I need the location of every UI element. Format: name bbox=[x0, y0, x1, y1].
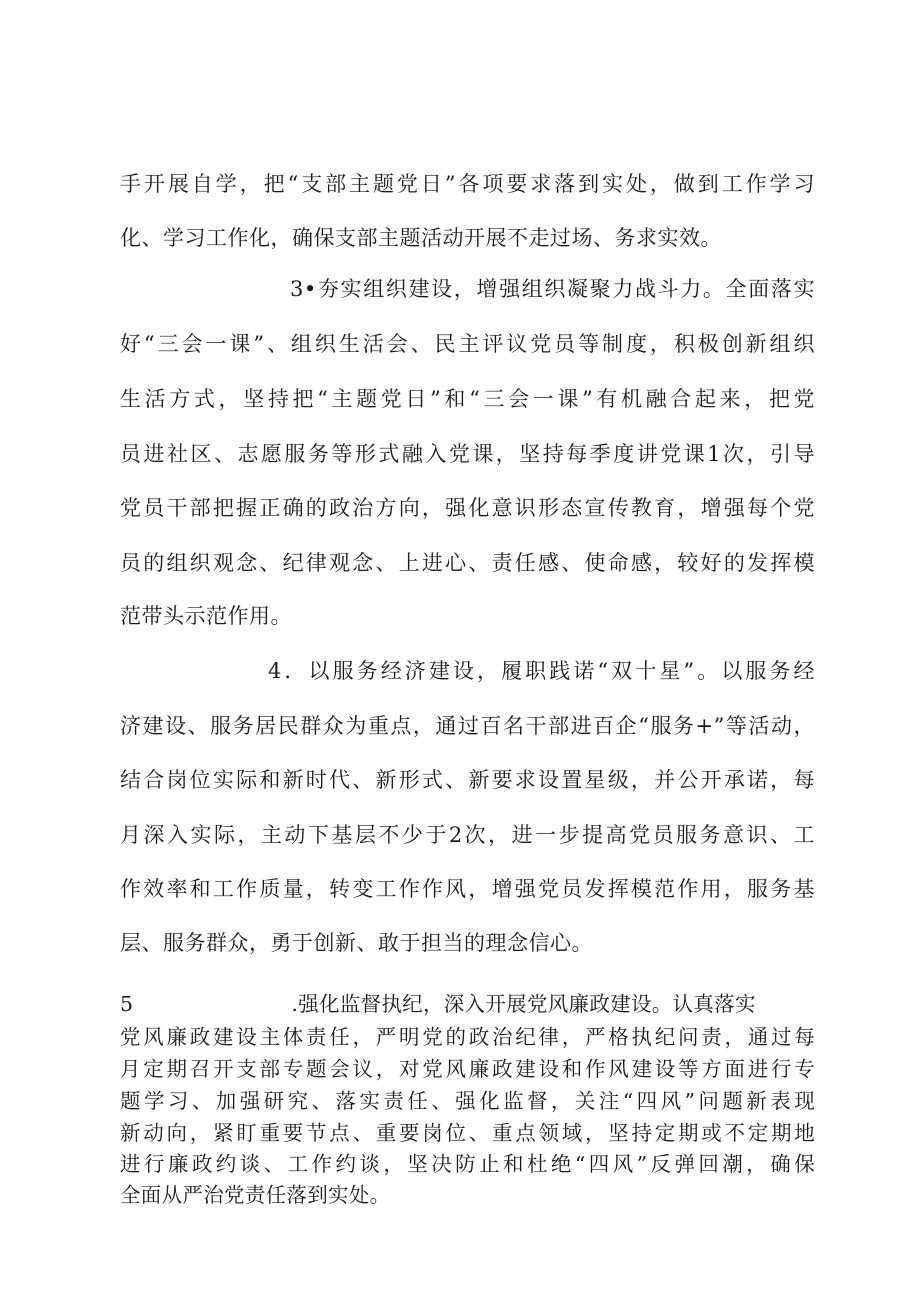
paragraph-line: 生活方式，坚持把“主题党日”和“三会一课”有机融合起来，把党 bbox=[120, 387, 815, 411]
section-5-heading-text: .强化监督执纪，深入开展党风廉政建设。认真落实 bbox=[291, 992, 756, 1016]
paragraph-line: 党员干部把握正确的政治方向，强化意识形态宣传教育，增强每个党 bbox=[120, 496, 815, 520]
paragraph-line: 结合岗位实际和新时代、新形式、新要求设置星级，并公开承诺，每 bbox=[120, 768, 815, 792]
paragraph-line: 月定期召开支部专题会议，对党风廉政建设和作风建设等方面进行专 bbox=[120, 1057, 815, 1081]
paragraph-line: 党风廉政建设主体责任，严明党的政治纪律，严格执纪问责，通过每 bbox=[120, 1025, 815, 1049]
section-4-heading-line: 4．以服务经济建设，履职践诺“双十星”。以服务经 bbox=[268, 659, 815, 683]
paragraph-line: 层、服务群众，勇于创新、敢于担当的理念信心。 bbox=[120, 931, 593, 955]
paragraph-line: 员进社区、志愿服务等形式融入党课，坚持每季度讲党课1次，引导 bbox=[120, 442, 815, 466]
section-5-number: 5 bbox=[120, 992, 134, 1016]
section-5-heading-line bbox=[120, 987, 815, 1017]
paragraph-line: 进行廉政约谈、工作约谈，坚决防止和杜绝“四风”反弹回潮，确保 bbox=[120, 1152, 815, 1176]
paragraph-line: 手开展自学，把“支部主题党日”各项要求落到实处，做到工作学习 bbox=[120, 172, 815, 196]
paragraph-line: 好“三会一课”、组织生活会、民主评议党员等制度，积极创新组织 bbox=[120, 332, 815, 356]
paragraph-line: 范带头示范作用。 bbox=[120, 604, 292, 628]
section-3-heading-line: 3•夯实组织建设，增强组织凝聚力战斗力。全面落实 bbox=[290, 277, 815, 301]
paragraph-line: 济建设、服务居民群众为重点，通过百名干部进百企“服务+”等活动， bbox=[120, 714, 815, 738]
paragraph-line: 化、学习工作化，确保支部主题活动开展不走过场、务求实效。 bbox=[120, 226, 722, 250]
paragraph-line: 新动向，紧盯重要节点、重要岗位、重点领域，坚持定期或不定期地 bbox=[120, 1121, 815, 1145]
paragraph-line: 作效率和工作质量，转变工作作风，增强党员发挥模范作用，服务基 bbox=[120, 877, 815, 901]
paragraph-line: 月深入实际，主动下基层不少于2次，进一步提高党员服务意识、工 bbox=[120, 823, 815, 847]
paragraph-line: 员的组织观念、纪律观念、上进心、责任感、使命感，较好的发挥模 bbox=[120, 551, 815, 575]
paragraph-line: 题学习、加强研究、落实责任、强化监督，关注“四风”问题新表现 bbox=[120, 1089, 815, 1113]
paragraph-line: 全面从严治党责任落到实处。 bbox=[120, 1183, 391, 1207]
